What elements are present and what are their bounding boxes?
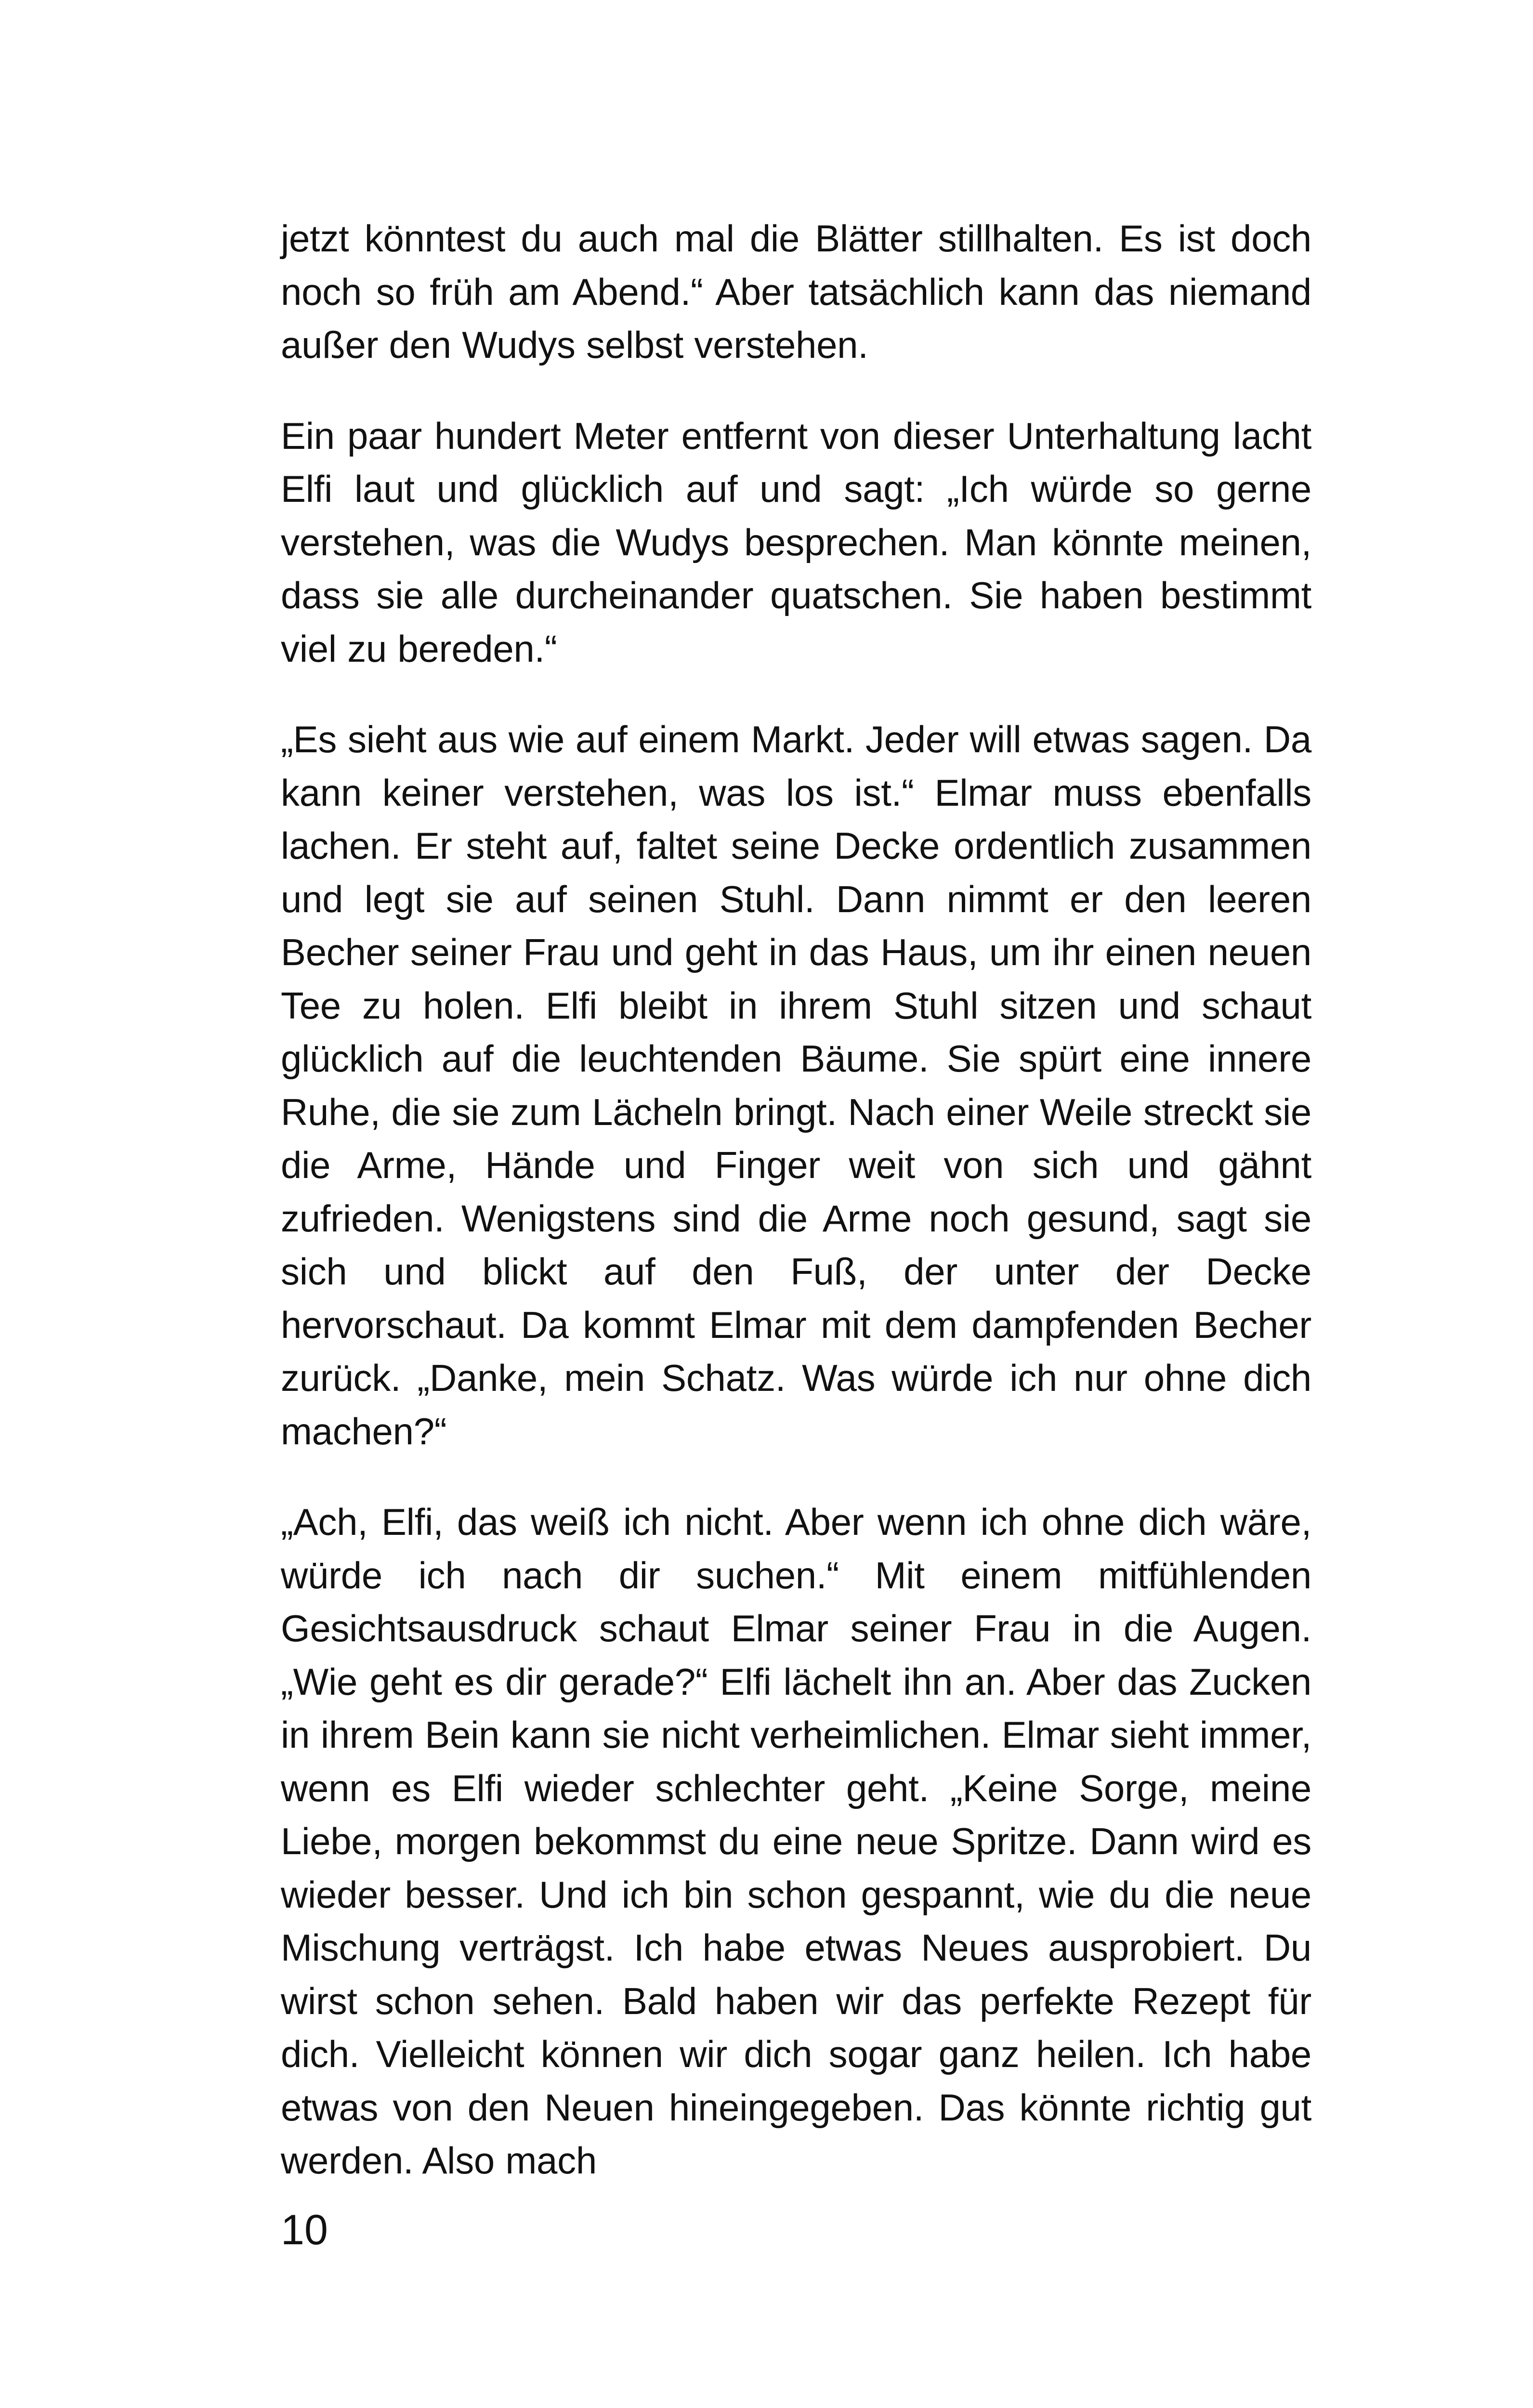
page-number: 10 bbox=[281, 2206, 328, 2253]
paragraph-1: jetzt könntest du auch mal die Blätter stillhalten. Es ist doch noch so früh am Abend.“ Aber tatsächlich kann das niemand außer den Wudys selbst verstehen. bbox=[281, 217, 1311, 366]
body-text bbox=[281, 212, 1311, 2225]
paragraph-2: Ein paar hundert Meter entfernt von dieser Unterhaltung lacht Elfi laut und glücklich auf und sagt: „Ich würde so gerne verstehen, was die Wudys besprechen. Man könnte meinen, dass sie alle durcheinander quatschen. Sie haben bestimmt viel zu bereden.“ bbox=[281, 414, 1311, 670]
paragraph-3: „Es sieht aus wie auf einem Markt. Jeder will etwas sagen. Da kann keiner verstehen, was los ist.“ Elmar muss ebenfalls lachen. Er steht auf, faltet seine Decke ordentlich zusammen und legt sie auf seinen Stuhl. Dann nimmt er den leeren Becher seiner Frau und geht in das Haus, um ihr einen neuen Tee zu holen. Elfi bleibt in ihrem Stuhl sitzen und schaut glücklich auf die leuchtenden Bäume. Sie spürt eine innere Ruhe, die sie zum Lächeln bringt. Nach einer Weile streckt sie die Arme, Hände und Finger weit von sich und gähnt zufrieden. Wenigstens sind die Arme noch gesund, sagt sie sich und blickt auf den Fuß, der unter der Decke hervorschaut. Da kommt Elmar mit dem dampfenden Becher zurück. „Danke, mein Schatz. Was würde ich nur ohne dich machen?“ bbox=[281, 718, 1311, 1453]
paragraph-4: „Ach, Elfi, das weiß ich nicht. Aber wenn ich ohne dich wäre, würde ich nach dir suchen.“ Mit einem mitfühlenden Gesichtsausdruck schaut Elmar seiner Frau in die Augen. „Wie geht es dir gerade?“ Elfi lächelt ihn an. Aber das Zucken in ihrem Bein kann sie nicht verheimlichen. Elmar sieht immer, wenn es Elfi wieder schlechter geht. „Keine Sorge, meine Liebe, morgen bekommst du eine neue Spritze. Dann wird es wieder besser. Und ich bin schon gespannt, wie du die neue Mischung verträgst. Ich habe etwas Neues ausprobiert. Du wirst schon sehen. Bald haben wir das perfekte Rezept für dich. Vielleicht können wir dich sogar ganz heilen. Ich habe etwas von den Neuen hineingegeben. Das könnte richtig gut werden. Also mach bbox=[281, 1501, 1311, 2182]
